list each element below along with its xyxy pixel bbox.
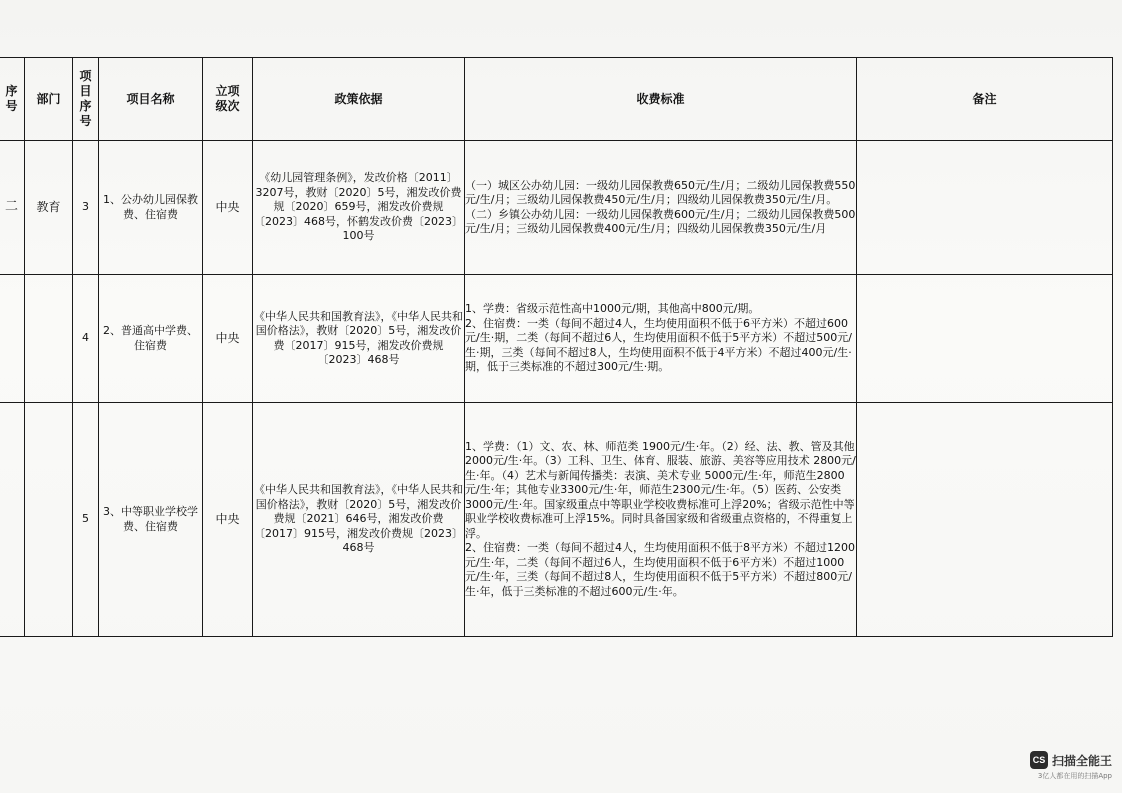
header-seq: 序号: [0, 58, 25, 141]
header-basis: 政策依据: [253, 58, 465, 141]
row-level: 中央: [203, 141, 253, 275]
row-level: 中央: [203, 403, 253, 637]
row-dept: [25, 275, 73, 403]
header-item-seq: 项目序号: [73, 58, 99, 141]
table-row: [0, 275, 1113, 403]
row-item-seq: 5: [73, 403, 99, 637]
row-item-seq: 3: [73, 141, 99, 275]
row-item-name: 3、中等职业学校学费、住宿费: [99, 403, 203, 637]
row-item-name: 2、普通高中学费、住宿费: [99, 275, 203, 403]
header-item-name: 项目名称: [99, 58, 203, 141]
row-item-name: 1、公办幼儿园保教费、住宿费: [99, 141, 203, 275]
header-fee: 收费标准: [465, 58, 857, 141]
fee-line: 1、学费：省级示范性高中1000元/期，其他高中800元/期。: [465, 302, 760, 316]
fee-line: （一）城区公办幼儿园：一级幼儿园保教费650元/生/月；二级幼儿园保教费550元/生/月；三级幼儿园保教费450元/生/月；四级幼儿园保教费350元/生/月。（二）乡镇公办幼儿园：一级幼儿园保教费600元/生/月；二级幼儿园保教费500元/生/月；三级幼儿园保教费400元/生/月；四级幼儿园保教费350元/生/月: [465, 178, 856, 235]
fee-line: 2、住宿费：一类（每间不超过4人，生均使用面积不低于8平方米）不超过1200元/生·年，二类（每间不超过6人，生均使用面积不低于6平方米）不超过1000元/生·年，三类（每间不超过8人，生均使用面积不低于5平方米）不超过800元/生·年，低于三类标准的不超过600元/生·年。: [465, 541, 855, 598]
row-dept: 教育: [25, 141, 73, 275]
table-row: [0, 141, 1113, 275]
camscanner-logo-icon: CS: [1030, 751, 1048, 769]
row-basis: 《中华人民共和国教育法》，《中华人民共和国价格法》，教财〔2020〕5号，湘发改价费〔2017〕915号，湘发改价费规〔2023〕468号: [253, 275, 465, 403]
row-level: 中央: [203, 275, 253, 403]
row-remark: [857, 141, 1113, 275]
watermark-tagline: 3亿人都在用的扫描App: [1037, 772, 1112, 780]
header-level: 立项级次: [203, 58, 253, 141]
scanner-watermark: [1030, 751, 1112, 781]
row-item-seq: 4: [73, 275, 99, 403]
row-remark: [857, 275, 1113, 403]
fee-table: [0, 57, 1113, 637]
row-fee: [465, 403, 857, 637]
watermark-name: 扫描全能王: [1051, 753, 1112, 768]
row-dept: [25, 403, 73, 637]
row-seq: [0, 275, 25, 403]
header-remark: 备注: [857, 58, 1113, 141]
row-fee: [465, 275, 857, 403]
row-seq: 二: [0, 141, 25, 275]
fee-line: 2、住宿费：一类（每间不超过4人，生均使用面积不低于6平方米）不超过600元/生·期，二类（每间不超过6人，生均使用面积不低于5平方米）不超过500元/生·期，三类（每间不超过8人，生均使用面积不低于4平方米）不超过400元/生·期，低于三类标准的不超过300元/生·期。: [465, 316, 852, 374]
row-fee: [465, 141, 857, 275]
watermark-row: [1030, 751, 1112, 769]
table-row: [0, 403, 1113, 637]
row-remark: [857, 403, 1113, 637]
row-basis: 《中华人民共和国教育法》，《中华人民共和国价格法》，教财〔2020〕5号，湘发改价费规〔2021〕646号，湘发改价费〔2017〕915号，湘发改价费规〔2023〕468号: [253, 403, 465, 637]
header-dept: 部门: [25, 58, 73, 141]
row-basis: 《幼儿园管理条例》，发改价格〔2011〕3207号，教财〔2020〕5号，湘发改价费规〔2020〕659号，湘发改价费规〔2023〕468号，怀鹤发改价费〔2023〕100号: [253, 141, 465, 275]
row-seq: [0, 403, 25, 637]
header-row: [0, 58, 1113, 141]
fee-line: 1、学费：（1）文、农、林、师范类 1900元/生·年。（2）经、法、教、管及其他 2000元/生·年。（3）工科、卫生、体育、服装、旅游、美容等应用技术 2800元/生·年。（4）艺术与新闻传播类：表演、美术专业 5000元/生·年，师范生2800元/生·年；其他专业3300元/生·年，师范生2300元/生·年。（5）医药、公安类 3000元/生·年。国家级重点中等职业学校收费标准可上浮20%；省级示范性中等职业学校收费标准可上浮15%。同时具备国家级和省级重点资格的，不得重复上浮。: [465, 439, 856, 540]
